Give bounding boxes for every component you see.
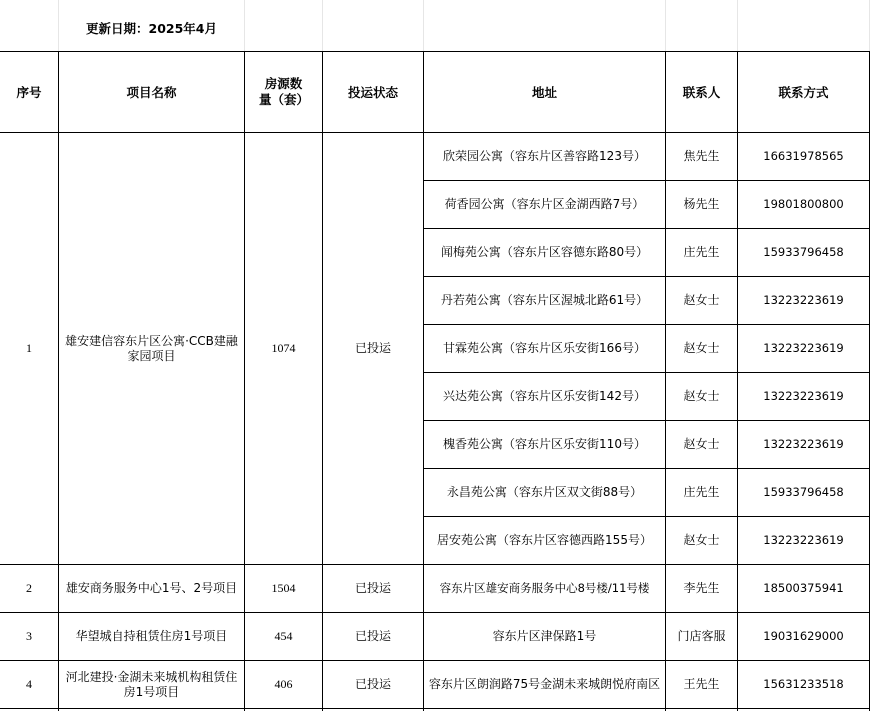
project-status: 已投运: [354, 581, 391, 595]
table-border: [423, 276, 870, 277]
table-border: [423, 228, 870, 229]
site-phone: 19031629000: [763, 629, 844, 643]
header-seq: 序号: [16, 84, 42, 100]
table-border: [423, 372, 870, 373]
site-contact: 赵女士: [683, 293, 720, 307]
site-contact: 赵女士: [683, 389, 720, 403]
table-border: [58, 51, 59, 711]
site-phone: 13223223619: [763, 293, 844, 307]
site-address: 槐香苑公寓（容东片区乐安街110号）: [443, 437, 646, 451]
site-phone: 15933796458: [763, 245, 844, 259]
update-date: 更新日期：2025年4月: [86, 21, 217, 36]
site-contact: 杨先生: [683, 197, 720, 211]
project-status: 已投运: [354, 629, 391, 643]
header-address: 地址: [531, 84, 557, 100]
site-address: 欣荣园公寓（容东片区善容路123号）: [443, 149, 646, 163]
site-address: 容东片区津保路1号: [492, 629, 597, 643]
table-border: [0, 612, 870, 613]
site-address: 闻梅苑公寓（容东片区容德东路80号）: [440, 245, 649, 259]
site-address: 居安苑公寓（容东片区容德西路155号）: [437, 533, 652, 547]
site-phone: 15933796458: [763, 485, 844, 499]
table-border: [322, 51, 323, 711]
table-border: [0, 564, 870, 565]
table-border: [737, 51, 738, 711]
site-phone: 15631233518: [763, 677, 844, 691]
table-border: [423, 324, 870, 325]
project-status: 已投运: [354, 341, 391, 355]
project-seq: 3: [26, 629, 32, 643]
header-contact: 联系人: [682, 84, 721, 100]
grid-line: [869, 0, 870, 51]
site-contact: 庄先生: [683, 485, 720, 499]
site-contact: 赵女士: [683, 533, 720, 547]
project-units: 1074: [271, 341, 296, 355]
site-contact: 门店客服: [677, 629, 726, 643]
table-border: [423, 51, 424, 711]
site-address: 荷香园公寓（容东片区金湖西路7号）: [444, 197, 645, 211]
site-phone: 13223223619: [763, 437, 844, 451]
site-contact: 王先生: [683, 677, 720, 691]
site-address: 容东片区雄安商务服务中心8号楼/11号楼: [439, 581, 650, 595]
project-seq: 1: [26, 341, 32, 355]
site-contact: 李先生: [683, 581, 720, 595]
table-border: [423, 516, 870, 517]
table-border: [423, 420, 870, 421]
site-phone: 16631978565: [763, 149, 844, 163]
project-name: 华望城自持租赁住房1号项目: [75, 629, 228, 643]
header-units: 房源数量（套）: [259, 76, 310, 107]
project-name: 河北建投·金湖未来城机构租赁住房1号项目: [65, 669, 238, 699]
header-project-name: 项目名称: [126, 84, 177, 100]
table-border: [665, 51, 666, 711]
site-contact: 庄先生: [683, 245, 720, 259]
table-border: [423, 468, 870, 469]
site-address: 永昌苑公寓（容东片区双文街88号）: [446, 485, 643, 499]
grid-line: [665, 0, 666, 51]
project-units: 1504: [271, 581, 296, 595]
grid-line: [423, 0, 424, 51]
site-phone: 13223223619: [763, 533, 844, 547]
table-border: [423, 180, 870, 181]
site-contact: 赵女士: [683, 341, 720, 355]
table-border: [0, 51, 870, 52]
site-address: 容东片区朗润路75号金湖未来城朗悦府南区: [428, 677, 661, 691]
project-seq: 4: [26, 677, 32, 691]
site-address: 甘霖苑公寓（容东片区乐安街166号）: [443, 341, 646, 355]
site-phone: 18500375941: [763, 581, 844, 595]
site-address: 丹若苑公寓（容东片区渥城北路61号）: [440, 293, 649, 307]
project-units: 406: [274, 677, 293, 691]
project-status: 已投运: [354, 677, 391, 691]
table-border: [869, 51, 870, 711]
site-phone: 13223223619: [763, 389, 844, 403]
site-phone: 13223223619: [763, 341, 844, 355]
project-name: 雄安建信容东片区公寓·CCB建融家园项目: [65, 333, 238, 363]
table-border: [0, 708, 870, 709]
project-units: 454: [274, 629, 293, 643]
grid-line: [244, 0, 245, 51]
header-phone: 联系方式: [778, 84, 829, 100]
site-phone: 19801800800: [763, 197, 844, 211]
project-seq: 2: [26, 581, 32, 595]
header-status: 投运状态: [347, 84, 398, 100]
grid-line: [737, 0, 738, 51]
table-border: [0, 132, 870, 133]
site-contact: 焦先生: [683, 149, 720, 163]
grid-line: [322, 0, 323, 51]
table-border: [244, 51, 245, 711]
project-name: 雄安商务服务中心1号、2号项目: [65, 581, 238, 595]
site-address: 兴达苑公寓（容东片区乐安街142号）: [443, 389, 646, 403]
site-contact: 赵女士: [683, 437, 720, 451]
table-border: [0, 660, 870, 661]
